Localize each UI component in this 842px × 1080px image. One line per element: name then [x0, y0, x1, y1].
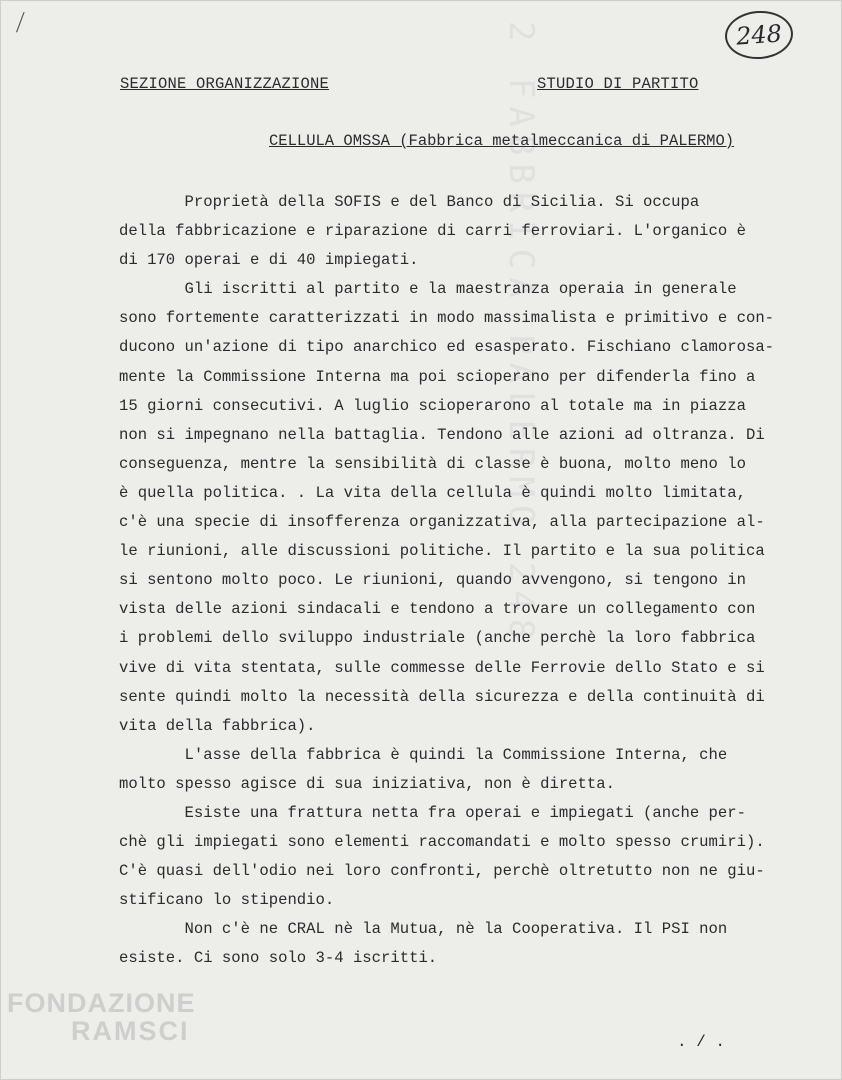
- handwritten-page-number: 248: [723, 9, 794, 62]
- section-header: SEZIONE ORGANIZZAZIONE: [120, 75, 330, 93]
- text-line: vita della fabbrica).: [119, 716, 316, 735]
- foundation-watermark: [7, 989, 196, 1045]
- text-line: esiste. Ci sono solo 3-4 iscritti.: [119, 949, 438, 968]
- text-line: le riunioni, alle discussioni politiche. Il partito e la sua politica: [119, 542, 765, 561]
- text-line: mente la Commissione Interna ma poi scioperano per difenderla fino a: [119, 367, 756, 386]
- text-line: stificano lo stipendio.: [119, 891, 335, 910]
- text-line: sente quindi molto la necessità della sicurezza e della continuità di: [119, 687, 765, 706]
- continuation-mark: . / .: [677, 1033, 726, 1051]
- watermark-line-2: RAMSCI: [71, 1016, 190, 1046]
- text-line: C'è quasi dell'odio nei loro confronti, perchè oltretutto non ne giu-: [119, 862, 765, 881]
- text-line: vista delle azioni sindacali e tendono a trovare un collegamento con: [119, 600, 756, 619]
- text-line: c'è una specie di insofferenza organizzativa, alla partecipazione al-: [119, 513, 765, 532]
- text-line: Gli iscritti al partito e la maestranza operaia in generale: [119, 280, 737, 299]
- text-line: ducono un'azione di tipo anarchico ed esasperato. Fischiano clamorosa-: [119, 338, 775, 357]
- bleed-through-text: 2 FABBRICA PALERMO 248: [501, 21, 541, 648]
- text-line: molto spesso agisce di sua iniziativa, non è diretta.: [119, 774, 615, 793]
- text-line: vive di vita stentata, sulle commesse delle Ferrovie dello Stato e si: [119, 658, 765, 677]
- text-line: Proprietà della SOFIS e del Banco di Sicilia. Si occupa: [119, 193, 700, 211]
- body-text: [119, 188, 819, 974]
- text-line: L'asse della fabbrica è quindi la Commissione Interna, che: [119, 745, 728, 764]
- text-line: della fabbricazione e riparazione di carri ferroviari. L'organico è: [119, 222, 746, 241]
- text-line: Esiste una frattura netta fra operai e impiegati (anche per-: [119, 803, 746, 822]
- document-title: CELLULA OMSSA (Fabbrica metalmeccanica di PALERMO): [269, 132, 735, 150]
- text-line: conseguenza, mentre la sensibilità di classe è buona, molto meno lo: [119, 454, 746, 473]
- text-line: è quella politica. . La vita della cellula è quindi molto limitata,: [119, 483, 746, 502]
- text-line: chè gli impiegati sono elementi raccomandati e molto spesso crumiri).: [119, 833, 765, 852]
- text-line: si sentono molto poco. Le riunioni, quando avvengono, si tengono in: [119, 571, 746, 590]
- text-line: sono fortemente caratterizzati in modo massimalista e primitivo e con-: [119, 309, 775, 328]
- text-line: i problemi dello sviluppo industriale (anche perchè la loro fabbrica: [119, 629, 756, 648]
- study-header: STUDIO DI PARTITO: [537, 75, 699, 93]
- pencil-mark: ⟋: [9, 9, 33, 38]
- text-line: Non c'è ne CRAL nè la Mutua, nè la Cooperativa. Il PSI non: [119, 920, 728, 939]
- text-line: non si impegnano nella battaglia. Tendono alle azioni ad oltranza. Di: [119, 425, 765, 444]
- text-line: 15 giorni consecutivi. A luglio scioperarono al totale ma in piazza: [119, 396, 746, 415]
- text-line: di 170 operai e di 40 impiegati.: [119, 251, 419, 270]
- watermark-line-1: FONDAZIONE: [7, 988, 196, 1018]
